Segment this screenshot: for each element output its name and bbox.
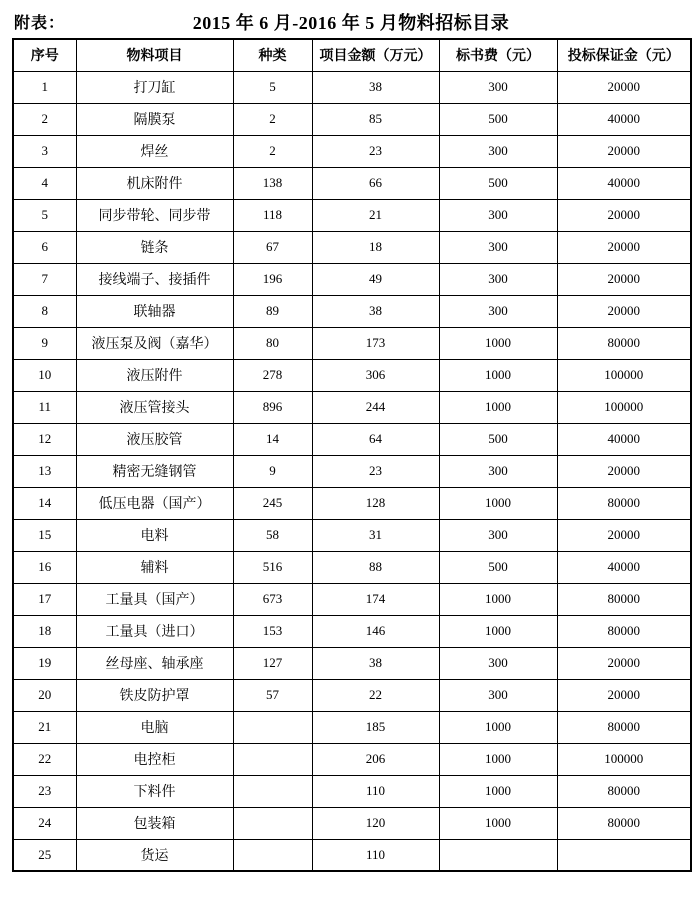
cell-item: 焊丝 [76, 135, 233, 167]
table-row [13, 807, 691, 839]
column-header-serial: 序号 [13, 39, 76, 71]
cell-amount: 244 [312, 391, 439, 423]
cell-fee: 1000 [439, 327, 557, 359]
cell-deposit: 100000 [557, 743, 691, 775]
cell-item: 电脑 [76, 711, 233, 743]
cell-fee: 500 [439, 167, 557, 199]
cell-amount: 38 [312, 647, 439, 679]
cell-serial: 19 [13, 647, 76, 679]
table-row [13, 711, 691, 743]
cell-item: 货运 [76, 839, 233, 871]
table-row [13, 423, 691, 455]
table-row [13, 103, 691, 135]
cell-fee [439, 839, 557, 871]
cell-deposit: 40000 [557, 167, 691, 199]
cell-variety [233, 839, 312, 871]
cell-deposit: 80000 [557, 487, 691, 519]
cell-deposit: 80000 [557, 711, 691, 743]
cell-variety [233, 711, 312, 743]
cell-deposit: 20000 [557, 295, 691, 327]
cell-serial: 18 [13, 615, 76, 647]
cell-fee: 300 [439, 647, 557, 679]
cell-serial: 23 [13, 775, 76, 807]
cell-deposit: 100000 [557, 359, 691, 391]
cell-fee: 1000 [439, 359, 557, 391]
cell-serial: 15 [13, 519, 76, 551]
table-row [13, 231, 691, 263]
cell-deposit: 20000 [557, 231, 691, 263]
appendix-prefix-label: 附表： [14, 15, 66, 32]
cell-item: 低压电器（国产） [76, 487, 233, 519]
cell-amount: 23 [312, 455, 439, 487]
table-row [13, 167, 691, 199]
table-header [13, 39, 691, 71]
cell-deposit: 80000 [557, 775, 691, 807]
cell-deposit: 20000 [557, 647, 691, 679]
column-header-fee: 标书费（元） [439, 39, 557, 71]
cell-amount: 64 [312, 423, 439, 455]
cell-amount: 21 [312, 199, 439, 231]
cell-variety: 127 [233, 647, 312, 679]
cell-deposit: 80000 [557, 583, 691, 615]
cell-variety: 118 [233, 199, 312, 231]
cell-serial: 10 [13, 359, 76, 391]
cell-variety: 138 [233, 167, 312, 199]
column-header-amount: 项目金额（万元） [312, 39, 439, 71]
cell-amount: 185 [312, 711, 439, 743]
cell-variety: 67 [233, 231, 312, 263]
cell-amount: 22 [312, 679, 439, 711]
cell-item: 精密无缝钢管 [76, 455, 233, 487]
cell-fee: 500 [439, 103, 557, 135]
cell-item: 液压附件 [76, 359, 233, 391]
cell-variety: 2 [233, 135, 312, 167]
table-row [13, 327, 691, 359]
table-row [13, 455, 691, 487]
cell-variety [233, 743, 312, 775]
cell-item: 铁皮防护罩 [76, 679, 233, 711]
cell-variety: 89 [233, 295, 312, 327]
column-header-variety: 种类 [233, 39, 312, 71]
cell-item: 包装箱 [76, 807, 233, 839]
cell-item: 辅料 [76, 551, 233, 583]
cell-fee: 500 [439, 423, 557, 455]
cell-item: 工量具（国产） [76, 583, 233, 615]
cell-amount: 38 [312, 295, 439, 327]
cell-serial: 7 [13, 263, 76, 295]
cell-serial: 2 [13, 103, 76, 135]
page-title: 2015 年 6 月-2016 年 5 月物料招标目录 [192, 13, 510, 33]
cell-deposit: 20000 [557, 263, 691, 295]
cell-item: 丝母座、轴承座 [76, 647, 233, 679]
cell-item: 液压泵及阀（嘉华） [76, 327, 233, 359]
cell-item: 液压管接头 [76, 391, 233, 423]
bidding-catalog-table [12, 38, 692, 872]
cell-item: 打刀缸 [76, 71, 233, 103]
table-row [13, 391, 691, 423]
cell-amount: 38 [312, 71, 439, 103]
cell-deposit: 40000 [557, 551, 691, 583]
cell-variety: 896 [233, 391, 312, 423]
cell-amount: 23 [312, 135, 439, 167]
cell-amount: 88 [312, 551, 439, 583]
cell-deposit: 100000 [557, 391, 691, 423]
cell-deposit: 80000 [557, 807, 691, 839]
table-row [13, 135, 691, 167]
cell-item: 机床附件 [76, 167, 233, 199]
table-row [13, 263, 691, 295]
table-row [13, 839, 691, 871]
cell-item: 接线端子、接插件 [76, 263, 233, 295]
cell-variety: 2 [233, 103, 312, 135]
cell-fee: 300 [439, 71, 557, 103]
cell-deposit: 40000 [557, 103, 691, 135]
cell-serial: 3 [13, 135, 76, 167]
cell-serial: 21 [13, 711, 76, 743]
cell-serial: 11 [13, 391, 76, 423]
cell-item: 液压胶管 [76, 423, 233, 455]
cell-variety [233, 775, 312, 807]
table-row [13, 519, 691, 551]
cell-amount: 128 [312, 487, 439, 519]
cell-fee: 300 [439, 263, 557, 295]
cell-variety: 57 [233, 679, 312, 711]
cell-variety: 80 [233, 327, 312, 359]
cell-amount: 85 [312, 103, 439, 135]
cell-variety: 196 [233, 263, 312, 295]
table-row [13, 487, 691, 519]
table-row [13, 295, 691, 327]
cell-fee: 1000 [439, 391, 557, 423]
document-header [12, 6, 690, 36]
table-body [13, 71, 691, 871]
table-row [13, 359, 691, 391]
cell-amount: 110 [312, 775, 439, 807]
cell-fee: 1000 [439, 615, 557, 647]
column-header-deposit: 投标保证金（元） [557, 39, 691, 71]
cell-fee: 300 [439, 295, 557, 327]
cell-amount: 31 [312, 519, 439, 551]
cell-serial: 17 [13, 583, 76, 615]
cell-serial: 5 [13, 199, 76, 231]
cell-item: 同步带轮、同步带 [76, 199, 233, 231]
table-row [13, 583, 691, 615]
cell-deposit: 20000 [557, 135, 691, 167]
table-row [13, 679, 691, 711]
table-row [13, 199, 691, 231]
cell-fee: 1000 [439, 775, 557, 807]
cell-fee: 1000 [439, 711, 557, 743]
cell-deposit: 40000 [557, 423, 691, 455]
cell-item: 隔膜泵 [76, 103, 233, 135]
cell-fee: 300 [439, 455, 557, 487]
cell-variety: 58 [233, 519, 312, 551]
cell-amount: 110 [312, 839, 439, 871]
table-row [13, 647, 691, 679]
cell-fee: 1000 [439, 807, 557, 839]
cell-item: 链条 [76, 231, 233, 263]
cell-variety: 245 [233, 487, 312, 519]
cell-serial: 24 [13, 807, 76, 839]
cell-deposit: 80000 [557, 327, 691, 359]
cell-amount: 18 [312, 231, 439, 263]
cell-deposit [557, 839, 691, 871]
cell-serial: 13 [13, 455, 76, 487]
column-header-item: 物料项目 [76, 39, 233, 71]
cell-amount: 66 [312, 167, 439, 199]
cell-deposit: 20000 [557, 519, 691, 551]
cell-variety: 14 [233, 423, 312, 455]
cell-item: 电控柜 [76, 743, 233, 775]
cell-fee: 300 [439, 135, 557, 167]
cell-item: 联轴器 [76, 295, 233, 327]
cell-fee: 1000 [439, 487, 557, 519]
cell-fee: 1000 [439, 583, 557, 615]
cell-deposit: 20000 [557, 455, 691, 487]
table-row [13, 551, 691, 583]
cell-variety: 516 [233, 551, 312, 583]
cell-serial: 4 [13, 167, 76, 199]
cell-serial: 14 [13, 487, 76, 519]
cell-deposit: 20000 [557, 199, 691, 231]
cell-deposit: 20000 [557, 679, 691, 711]
cell-serial: 22 [13, 743, 76, 775]
cell-item: 工量具（进口） [76, 615, 233, 647]
cell-variety: 5 [233, 71, 312, 103]
cell-item: 电料 [76, 519, 233, 551]
table-row [13, 615, 691, 647]
cell-amount: 174 [312, 583, 439, 615]
cell-fee: 500 [439, 551, 557, 583]
table-row [13, 71, 691, 103]
cell-deposit: 80000 [557, 615, 691, 647]
cell-serial: 12 [13, 423, 76, 455]
cell-variety [233, 807, 312, 839]
cell-serial: 20 [13, 679, 76, 711]
cell-amount: 306 [312, 359, 439, 391]
cell-variety: 673 [233, 583, 312, 615]
cell-amount: 146 [312, 615, 439, 647]
cell-amount: 206 [312, 743, 439, 775]
cell-fee: 300 [439, 679, 557, 711]
cell-serial: 1 [13, 71, 76, 103]
cell-amount: 173 [312, 327, 439, 359]
table-header-row [13, 39, 691, 71]
cell-amount: 120 [312, 807, 439, 839]
cell-serial: 16 [13, 551, 76, 583]
cell-deposit: 20000 [557, 71, 691, 103]
cell-serial: 8 [13, 295, 76, 327]
cell-serial: 9 [13, 327, 76, 359]
cell-serial: 6 [13, 231, 76, 263]
table-row [13, 775, 691, 807]
cell-fee: 300 [439, 519, 557, 551]
cell-amount: 49 [312, 263, 439, 295]
cell-serial: 25 [13, 839, 76, 871]
cell-fee: 300 [439, 231, 557, 263]
cell-fee: 1000 [439, 743, 557, 775]
cell-fee: 300 [439, 199, 557, 231]
cell-variety: 9 [233, 455, 312, 487]
cell-variety: 278 [233, 359, 312, 391]
cell-variety: 153 [233, 615, 312, 647]
table-row [13, 743, 691, 775]
cell-item: 下料件 [76, 775, 233, 807]
